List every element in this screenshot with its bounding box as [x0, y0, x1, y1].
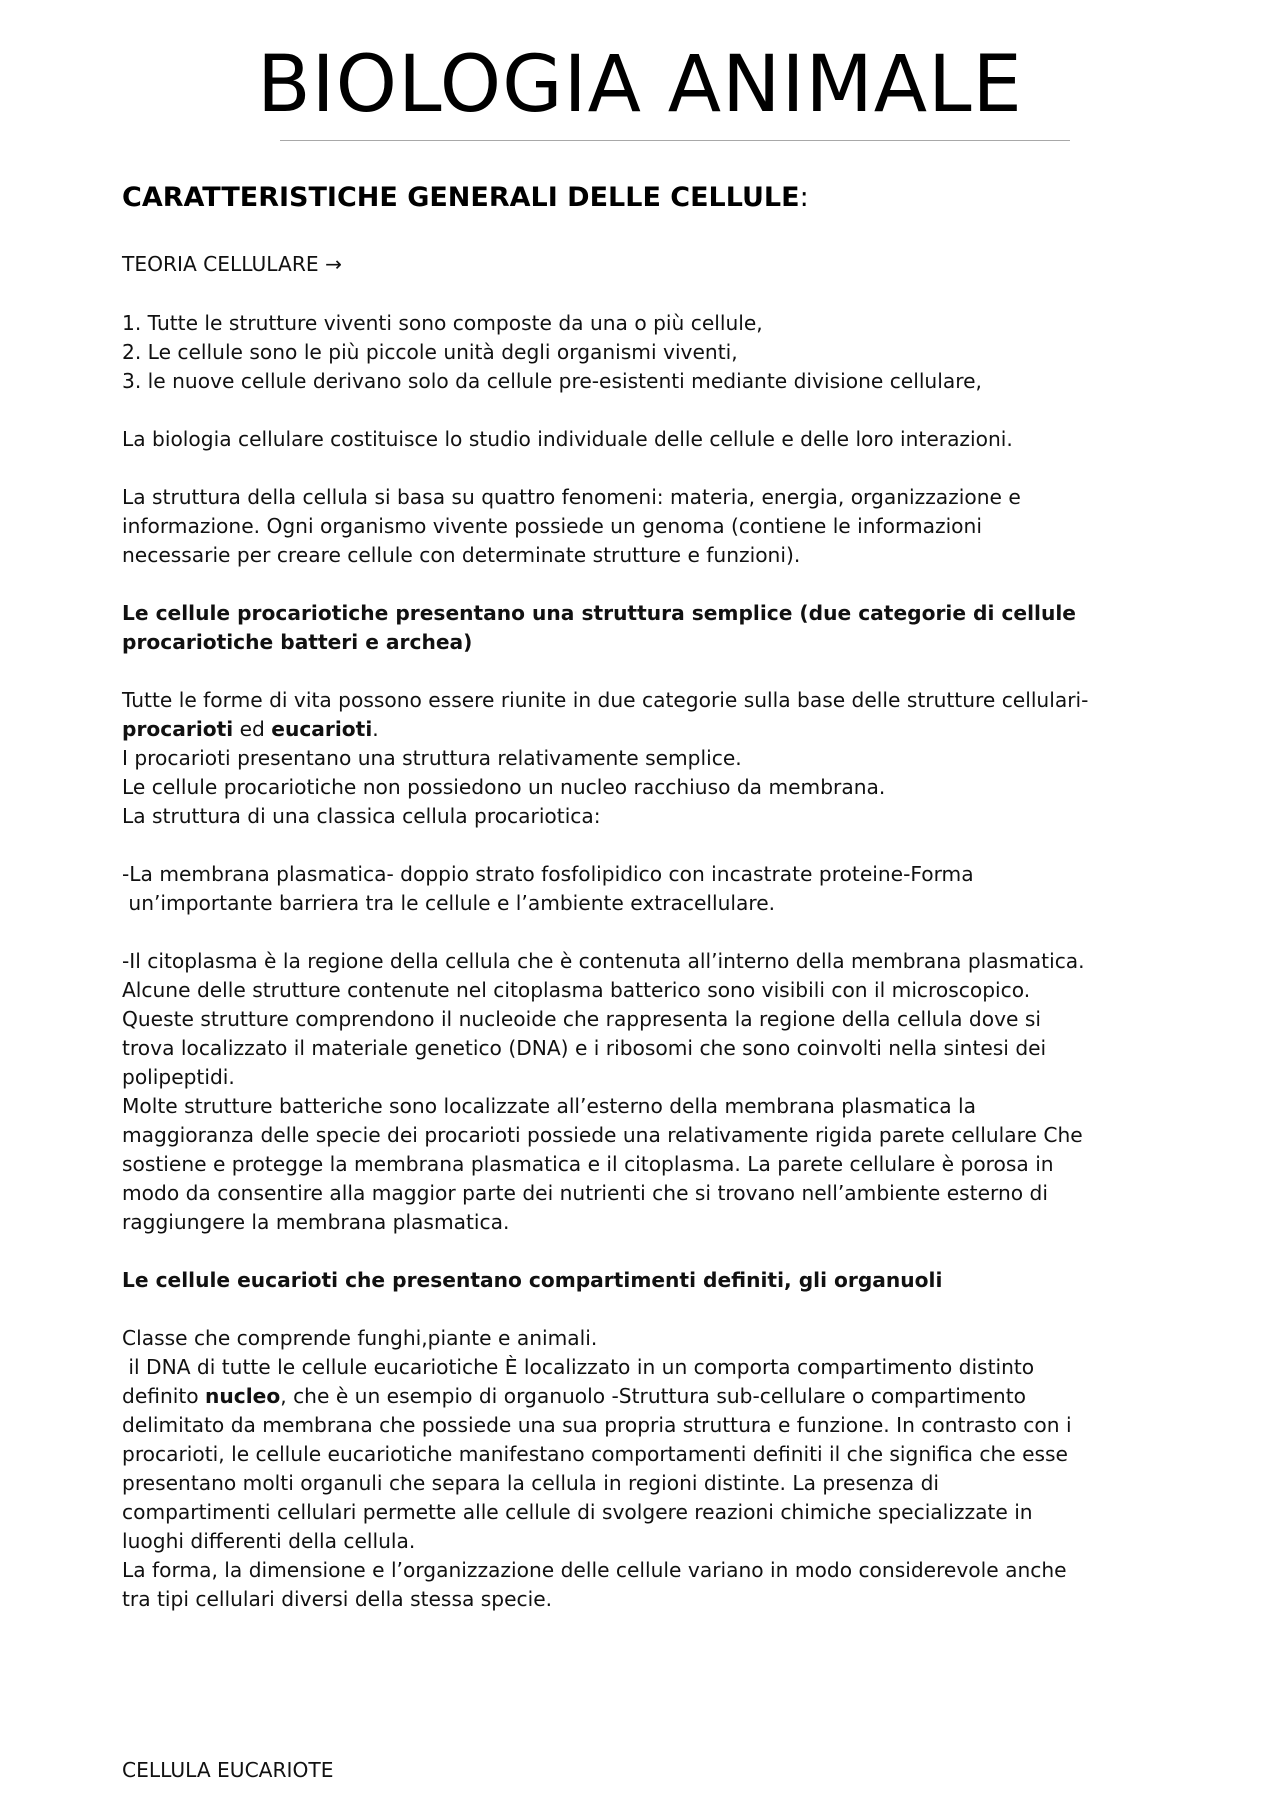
citoplasma-line: Molte strutture batteriche sono localizzate all’esterno della membrana plasmatica la [122, 1094, 977, 1118]
procarioti-line: I procarioti presentano una struttura relativamente semplice. [122, 746, 742, 770]
eucarioti-line: procarioti, le cellule eucariotiche manifestano comportamenti definiti il che significa che esse [122, 1442, 1068, 1466]
section-heading-text: CARATTERISTICHE GENERALI DELLE CELLULE [122, 182, 800, 213]
footer-heading: CELLULA EUCARIOTE [122, 1758, 334, 1782]
procarioti-term: procarioti [122, 717, 234, 741]
ed-connector: ed [233, 717, 272, 741]
eucarioti-line: compartimenti cellulari permette alle cellule di svolgere reazioni chimiche specializzate in [122, 1500, 1033, 1524]
procarioti-eucarioti-line [122, 715, 379, 743]
nucleo-term: nucleo [205, 1384, 281, 1408]
procarioti-line: La struttura di una classica cellula procariotica: [122, 804, 601, 828]
document-title: BIOLOGIA ANIMALE [257, 40, 1023, 130]
period: . [372, 717, 379, 741]
procarioti-heading-line: Le cellule procariotiche presentano una struttura semplice (due categorie di cellule [122, 601, 1076, 625]
section-heading [122, 180, 809, 216]
teoria-cellulare-label [122, 250, 342, 278]
citoplasma-line: trova localizzato il materiale genetico (DNA) e i ribosomi che sono coinvolti nella sintesi dei [122, 1036, 1047, 1060]
eucarioti-line: presentano molti organuli che separa la cellula in regioni distinte. La presenza di [122, 1471, 939, 1495]
list-item: 3. le nuove cellule derivano solo da cellule pre-esistenti mediante divisione cellulare, [122, 369, 982, 393]
classe-line: Classe che comprende funghi,piante e animali. [122, 1326, 598, 1350]
eucarioti-line: La forma, la dimensione e l’organizzazione delle cellule variano in modo considerevole anche [122, 1558, 1067, 1582]
citoplasma-line: maggioranza delle specie dei procarioti possiede una relativamente rigida parete cellulare Che [122, 1123, 1083, 1147]
definito-continuation: , che è un esempio di organuolo -Struttura sub-cellulare o compartimento [280, 1384, 1026, 1408]
definito-text: definito [122, 1384, 206, 1408]
paragraph-struttura-line: necessarie per creare cellule con determinate strutture e funzioni). [122, 543, 801, 567]
eucarioti-term: eucarioti [271, 717, 373, 741]
eucarioti-line: delimitato da membrana che possiede una sua propria struttura e funzione. In contrasto con i [122, 1413, 1072, 1437]
citoplasma-line: polipeptidi. [122, 1065, 235, 1089]
membrana-line: -La membrana plasmatica- doppio strato fosfolipidico con incastrate proteine-Forma [122, 862, 974, 886]
paragraph-biologia: La biologia cellulare costituisce lo studio individuale delle cellule e delle loro interazioni. [122, 427, 1013, 451]
citoplasma-line: Alcune delle strutture contenute nel citoplasma batterico sono visibili con il microscopico. [122, 978, 1031, 1002]
citoplasma-line: -Il citoplasma è la regione della cellula che è contenuta all’interno della membrana plasmatica. [122, 949, 1085, 973]
title-divider [280, 140, 1070, 141]
citoplasma-line: Queste strutture comprendono il nucleoide che rappresenta la regione della cellula dove si [122, 1007, 1041, 1031]
nucleo-line [122, 1382, 1026, 1410]
teoria-label-text: TEORIA CELLULARE [122, 252, 319, 276]
membrana-line: un’importante barriera tra le cellule e l’ambiente extracellulare. [122, 891, 776, 915]
right-arrow-icon: → [325, 252, 342, 276]
paragraph-struttura-line: informazione. Ogni organismo vivente possiede un genoma (contiene le informazioni [122, 514, 982, 538]
list-item: 2. Le cellule sono le più piccole unità degli organismi viventi, [122, 340, 738, 364]
paragraph-tutte-forme: Tutte le forme di vita possono essere riunite in due categorie sulla base delle strutture cellulari- [122, 688, 1089, 712]
citoplasma-line: raggiungere la membrana plasmatica. [122, 1210, 510, 1234]
procarioti-heading-line: procariotiche batteri e archea) [122, 630, 473, 654]
paragraph-struttura-line: La struttura della cellula si basa su quattro fenomeni: materia, energia, organizzazione e [122, 485, 1021, 509]
dna-line: il DNA di tutte le cellule eucariotiche È localizzato in un comporta compartimento distinto [122, 1355, 1035, 1379]
eucarioti-line: tra tipi cellulari diversi della stessa specie. [122, 1587, 553, 1611]
citoplasma-line: sostiene e protegge la membrana plasmatica e il citoplasma. La parete cellulare è porosa in [122, 1152, 1054, 1176]
procarioti-line: Le cellule procariotiche non possiedono un nucleo racchiuso da membrana. [122, 775, 886, 799]
citoplasma-line: modo da consentire alla maggior parte dei nutrienti che si trovano nell’ambiente esterno di [122, 1181, 1048, 1205]
eucarioti-line: luoghi differenti della cellula. [122, 1529, 416, 1553]
section-heading-colon: : [799, 182, 809, 213]
eucarioti-heading: Le cellule eucarioti che presentano compartimenti definiti, gli organuoli [122, 1268, 943, 1292]
list-item: 1. Tutte le strutture viventi sono composte da una o più cellule, [122, 311, 763, 335]
